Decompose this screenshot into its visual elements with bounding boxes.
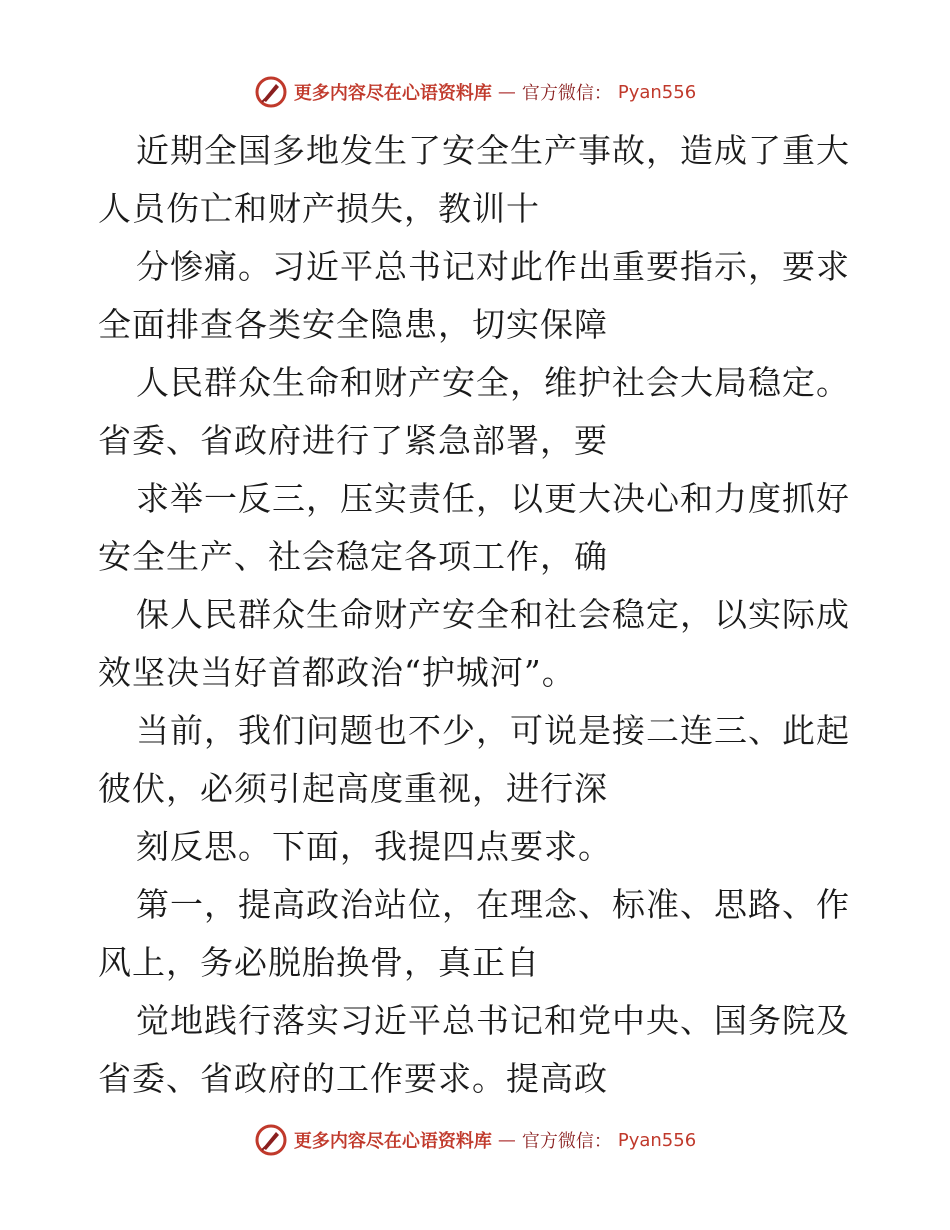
body-line: 彼伏，必须引起高度重视，进行深 — [98, 769, 608, 808]
watermark-dash: — — [497, 81, 516, 103]
body-line: 人民群众生命和财产安全，维护社会大局稳定。 — [136, 363, 850, 402]
body-line: 近期全国多地发生了安全生产事故，造成了重大 — [136, 131, 850, 170]
body-line: 全面排查各类安全隐患，切实保障 — [98, 305, 608, 344]
watermark-wechat-label: 官方微信： — [521, 1131, 612, 1152]
document-body — [98, 122, 858, 1108]
quill-logo-icon — [254, 75, 288, 109]
header-watermark — [0, 72, 950, 112]
body-line: 保人民群众生命财产安全和社会稳定，以实际成 — [136, 595, 850, 634]
watermark-wechat-id: Pyan556 — [617, 81, 697, 103]
body-line: 省委、省政府进行了紧急部署，要 — [98, 421, 608, 460]
body-line: 省委、省政府的工作要求。提高政 — [98, 1059, 608, 1098]
body-line: 人员伤亡和财产损失，教训十 — [98, 189, 540, 228]
watermark-brand: 更多内容尽在心语资料库 — [293, 1131, 492, 1152]
watermark-dash: — — [497, 1129, 516, 1151]
body-line: 分惨痛。习近平总书记对此作出重要指示，要求 — [136, 247, 850, 286]
body-line: 刻反思。下面，我提四点要求。 — [136, 827, 612, 866]
watermark-wechat-id: Pyan556 — [617, 1129, 697, 1151]
body-line: 第一，提高政治站位，在理念、标准、思路、作 — [136, 885, 850, 924]
watermark-brand: 更多内容尽在心语资料库 — [293, 83, 492, 104]
body-line: 求举一反三，压实责任，以更大决心和力度抓好 — [136, 479, 850, 518]
body-line: 效坚决当好首都政治“护城河”。 — [98, 653, 576, 692]
body-line: 当前，我们问题也不少，可说是接二连三、此起 — [136, 711, 850, 750]
body-line: 觉地践行落实习近平总书记和党中央、国务院及 — [136, 1001, 850, 1040]
body-line: 风上，务必脱胎换骨，真正自 — [98, 943, 540, 982]
body-line: 安全生产、社会稳定各项工作，确 — [98, 537, 608, 576]
quill-logo-icon — [254, 1123, 288, 1157]
watermark-wechat-label: 官方微信： — [521, 83, 612, 104]
footer-watermark — [0, 1120, 950, 1160]
